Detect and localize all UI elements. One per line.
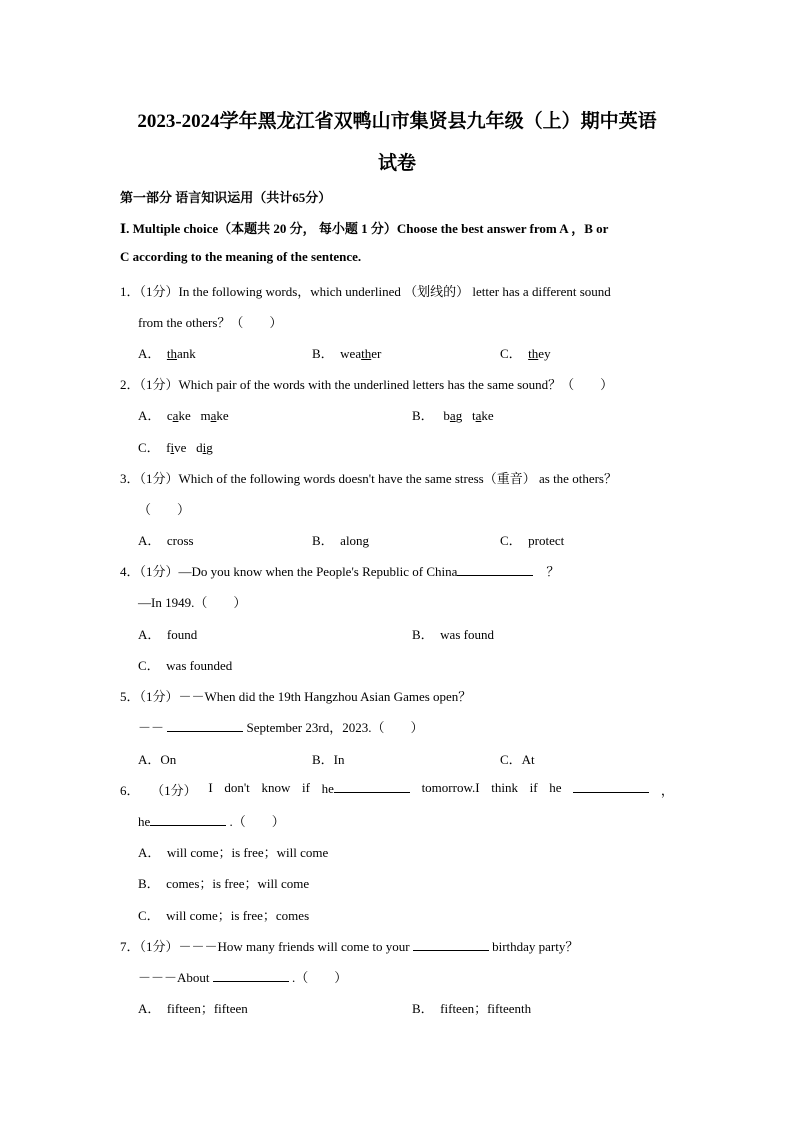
option-label: C． xyxy=(500,533,522,548)
option-text: g xyxy=(455,408,463,423)
option-label: A． xyxy=(138,845,161,860)
stem-text: if xyxy=(529,780,538,795)
option-text: fifteen；fifteen xyxy=(166,1001,248,1016)
stem-text: ？ xyxy=(546,564,560,579)
stem-text: I xyxy=(208,780,213,795)
section1-instruction-line2: C according to the meaning of the sentence. xyxy=(120,249,362,264)
option-text: b xyxy=(443,408,450,423)
option-text: c xyxy=(166,408,173,423)
q7-option-a[interactable] xyxy=(138,998,248,1017)
stem-text-with-blank xyxy=(322,780,410,799)
option-label: B． xyxy=(312,533,334,548)
q6-option-b[interactable] xyxy=(138,873,309,892)
option-text: ke xyxy=(481,408,494,423)
q4-option-b[interactable] xyxy=(412,624,494,643)
stem-text: if xyxy=(302,780,310,795)
option-text: ke xyxy=(216,408,229,423)
option-label: B． xyxy=(412,408,434,423)
stem-text: know xyxy=(261,780,291,795)
q6-stem-line2 xyxy=(138,811,285,830)
part1-heading: 第一部分 语言知识运用（共计65分） xyxy=(120,190,332,205)
q1-option-c[interactable] xyxy=(500,343,551,362)
underlined-letters: i xyxy=(202,440,207,455)
underlined-letters: i xyxy=(170,440,175,455)
option-text: ank xyxy=(177,346,196,361)
q1-stem-line1: 1．（1分）In the following words，which underlined （划线的） letter has a different sound xyxy=(120,284,611,299)
q1-stem-line2: from the others？（ ） xyxy=(138,315,283,330)
q1-option-a[interactable] xyxy=(138,343,196,362)
stem-text: he xyxy=(321,781,334,796)
q5-stem-line2 xyxy=(138,717,423,736)
stem-text: 4．（1分）—Do you know when the People's Republic of China xyxy=(120,564,458,579)
option-text: ke xyxy=(178,408,191,423)
option-label: C． xyxy=(500,346,522,361)
stem-text: birthday party？ xyxy=(492,939,579,954)
q6-option-c[interactable] xyxy=(138,905,309,924)
q3-stem-line1: 3．（1分）Which of the following words doesn't have the same stress（重音） as the others？ xyxy=(120,471,617,486)
q6-stem-line1 xyxy=(120,780,674,799)
stem-text: ， xyxy=(660,783,674,798)
stem-text: September 23rd，2023.（ ） xyxy=(246,720,424,735)
option-label: A． xyxy=(138,408,161,423)
q4-option-c[interactable] xyxy=(138,655,232,674)
underlined-letters: th xyxy=(166,346,178,361)
exam-title-line1: 2023-2024学年黑龙江省双鸭山市集贤县九年级（上）期中英语 xyxy=(137,111,657,132)
option-label: C． xyxy=(138,658,160,673)
q2-option-a[interactable] xyxy=(138,405,229,424)
section1-instruction-line1: Ⅰ. Multiple choice（本题共 20 分， 每小题 1 分）Choose the best answer from A ，B or xyxy=(120,221,609,236)
q3-option-a[interactable] xyxy=(138,530,194,549)
answer-blank[interactable] xyxy=(150,813,226,826)
option-label: A． xyxy=(138,346,161,361)
option-label: A． xyxy=(138,627,161,642)
stem-text: .（ ） xyxy=(229,814,285,829)
option-label: C． xyxy=(138,440,160,455)
underlined-letters: a xyxy=(475,408,482,423)
option-text: comes；is free；will come xyxy=(166,876,310,891)
option-label: B． xyxy=(412,1001,434,1016)
option-label: C． xyxy=(138,908,160,923)
option-label: B． xyxy=(138,876,160,891)
answer-blank[interactable] xyxy=(167,719,243,732)
answer-blank[interactable] xyxy=(334,780,410,793)
option-text: wea xyxy=(340,346,362,361)
option-text: will come；is free；will come xyxy=(166,845,329,860)
option-text: found xyxy=(166,627,198,642)
underlined-letters: a xyxy=(449,408,456,423)
stem-text: （1分） xyxy=(151,783,197,798)
exam-title-line2: 试卷 xyxy=(377,153,416,174)
answer-blank[interactable] xyxy=(457,563,533,576)
q5-stem-line1: 5．（1分）－－When did the 19th Hangzhou Asian Games open？ xyxy=(120,689,472,704)
option-text: g xyxy=(206,440,213,455)
q2-option-c[interactable] xyxy=(138,437,213,456)
stem-text: 6． xyxy=(120,783,140,798)
option-label: B． xyxy=(412,627,434,642)
option-text: ey xyxy=(538,346,551,361)
option-text: along xyxy=(340,533,370,548)
option-text: fifteen；fifteenth xyxy=(440,1001,532,1016)
option-text: f xyxy=(166,440,171,455)
q2-stem-line1: 2．（1分）Which pair of the words with the underlined letters has the same sound？（ ） xyxy=(120,377,614,392)
stem-text: －－ xyxy=(138,720,165,735)
option-text: d xyxy=(196,440,203,455)
option-label: A． xyxy=(138,1001,161,1016)
stem-text: think xyxy=(491,780,518,795)
option-text: ve xyxy=(174,440,187,455)
option-text: will come；is free；comes xyxy=(166,908,310,923)
answer-blank[interactable] xyxy=(213,969,289,982)
q4-stem-line1 xyxy=(120,561,559,580)
q5-option-b[interactable]: B．In xyxy=(312,752,345,767)
q3-option-b[interactable] xyxy=(312,530,369,549)
q7-stem-line2 xyxy=(138,967,347,986)
stem-text: he xyxy=(138,814,151,829)
stem-text: he xyxy=(549,780,562,795)
stem-text: 7．（1分）－－－How many friends will come to your xyxy=(120,939,410,954)
stem-text: .（ ） xyxy=(292,970,348,985)
stem-text: don't xyxy=(224,780,250,795)
option-text: protect xyxy=(528,533,565,548)
stem-text: tomorrow.I xyxy=(421,780,480,795)
stem-text: －－－About xyxy=(138,970,210,985)
q6-option-a[interactable] xyxy=(138,842,328,861)
option-text: cross xyxy=(166,533,194,548)
q3-stem-line2: （ ） xyxy=(138,502,191,517)
q7-option-b[interactable] xyxy=(412,998,531,1017)
underlined-letters: a xyxy=(172,408,179,423)
underlined-letters: th xyxy=(528,346,539,361)
option-text: m xyxy=(200,408,211,423)
option-label: A． xyxy=(138,533,161,548)
option-text: was founded xyxy=(166,658,233,673)
q2-option-b[interactable] xyxy=(412,405,494,424)
option-label: B． xyxy=(312,346,334,361)
q5-option-c[interactable]: C．At xyxy=(500,752,535,767)
q7-stem-line1 xyxy=(120,936,578,955)
q1-option-b[interactable] xyxy=(312,343,381,362)
q5-option-a[interactable]: A．On xyxy=(138,752,177,767)
option-text: er xyxy=(371,346,382,361)
underlined-letters: a xyxy=(210,408,217,423)
q4-stem-line2: —In 1949.（ ） xyxy=(138,595,247,610)
q3-option-c[interactable] xyxy=(500,530,564,549)
q4-option-a[interactable] xyxy=(138,624,197,643)
option-text: was found xyxy=(440,627,494,642)
option-text: t xyxy=(471,408,476,423)
answer-blank[interactable] xyxy=(413,938,489,951)
answer-blank[interactable] xyxy=(573,780,649,793)
underlined-letters: th xyxy=(361,346,372,361)
